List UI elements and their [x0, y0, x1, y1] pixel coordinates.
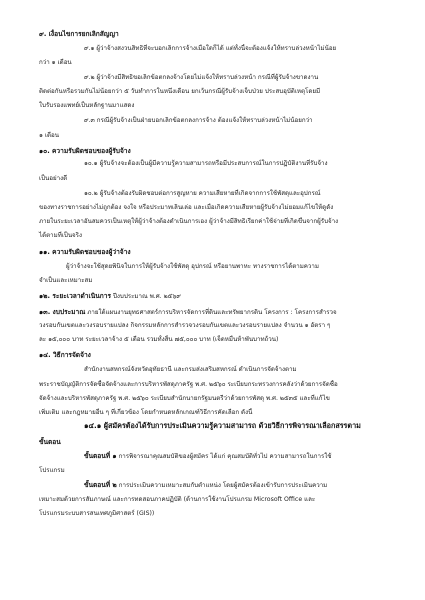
section-10-2-line-3: ภายในระยะเวลาอันสมควรเป็นเหตุให้ผู้ว่าจ้างต้องดำเนินการเอง ผู้ว่าจ้างมีสิทธิเรียกค่าใช้จ่ายที่เกิดขึ้นจากผู้รับจ้าง: [39, 218, 339, 225]
step-1-continuation: โปรแกรม: [39, 467, 65, 474]
section-9-3-line-1: ๙.๓ กรณีผู้รับจ้างเป็นฝ่ายบอกเลิกข้อตกลงการจ้าง ต้องแจ้งให้ทราบล่วงหน้าไม่น้อยกว่า: [84, 117, 313, 124]
step-2-line-2: เหมาะสมด้วยการสัมภาษณ์ และการทดสอบภาคปฏิบัติ (ด้านการใช้งานโปรแกรม Microsoft Office และ: [39, 496, 316, 503]
section-10-2-line-2: ของทางราชการอย่างไม่ถูกต้อง จงใจ หรือประมาทเลินเล่อ และเมื่อเกิดความเสียหายผู้รับจ้างไม่ยอมแก้ไขให้ดูดัง: [39, 204, 334, 211]
section-11-line-2: จำเป็นและเหมาะสม: [39, 277, 93, 284]
step-1-text: การพิจารณาคุณสมบัติของผู้สมัคร ได้แก่ คุณสมบัติทั่วไป ความสามารถในการใช้: [118, 453, 332, 460]
section-13-heading: ๑๓. งบประมาณ: [39, 308, 86, 316]
subsection-14-1-heading: ๑๔.๑ ผู้สมัครต้องได้รับการประเมินความรู้ความสามารถ ด้วยวิธีการพิจารณาเลือกสรรตาม: [84, 421, 361, 430]
section-12: [0, 291, 425, 301]
section-9-1-line-1: ๙.๑ ผู้ว่าจ้างสงวนสิทธิที่จะบอกเลิกการจ้างเมื่อใดก็ได้ แต่ทั้งนี้จะต้องแจ้งให้ทราบล่วงหน้าไม่น้อย: [84, 45, 337, 52]
section-14-line-4: เพิ่มเติม และกฎหมายอื่น ๆ ที่เกี่ยวข้อง โดยกำหนดหลักเกณฑ์วิธีการคัดเลือก ดังนี้: [39, 409, 253, 416]
steps-label: ขั้นตอน: [39, 438, 61, 446]
section-14-heading: ๑๔. วิธีการจัดจ้าง: [39, 351, 91, 359]
step-2-line-3: โปรแกรมระบบสารสนเทศภูมิศาสตร์ (GIS)): [39, 510, 155, 517]
section-9-2-line-1: ๙.๒ ผู้ว่าจ้างมีสิทธิขอเลิกข้อตกลงจ้างโดยไม่แจ้งให้ทราบล่วงหน้า กรณีที่ผู้รับจ้างขาดงาน: [84, 74, 319, 81]
section-10-2-line-4: ได้ตามที่เป็นจริง: [39, 232, 83, 239]
section-9-heading: ๙. เงื่อนไขการยกเลิกสัญญา: [39, 30, 119, 38]
section-10-1-line-2: เป็นอย่างดี: [39, 175, 68, 182]
section-10-1-line-1: ๑๐.๑ ผู้รับจ้างจะต้องเป็นผู้มีความรู้ความสามารถหรือมีประสบการณ์ในการปฏิบัติงานที่รับจ้าง: [84, 160, 328, 167]
section-13-line-2: วงรอบกันเขตและวงรอบรายแปลง กิจกรรมหลักการสำรวจวงรอบกันเขตและวงรอบรายแปลง จำนวน ๑ อัตรา ๆ: [39, 322, 331, 329]
section-14-line-1: สำนักงานสหกรณ์จังหวัดอุทัยธานี และกรมส่งเสริมสหกรณ์ ดำเนินการจัดจ้างตาม: [84, 366, 297, 373]
section-10-heading: ๑๐. ความรับผิดชอบของผู้รับจ้าง: [39, 147, 131, 155]
section-14-line-3: จัดจ้างและบริหารพัสดุภาครัฐ พ.ศ. ๒๕๖๐ ระเบียบสำนักนายกรัฐมนตรีว่าด้วยการพัสดุ พ.ศ. ๒๕๓๕ และที่แก้ไข: [39, 395, 330, 402]
step-2-label: ขั้นตอนที่ ๒: [84, 481, 117, 489]
section-10-2-line-1: ๑๐.๒ ผู้รับจ้างต้องรับผิดชอบต่อการสูญหาย ความเสียหายที่เกิดจากการใช้พัสดุและอุปกรณ์: [84, 190, 321, 197]
section-9-2-line-3: ใบรับรองแพทย์เป็นหลักฐานมาแสดง: [39, 102, 135, 109]
section-13-line-3: ละ ๑๕,๐๐๐ บาท ระยะเวลาจ้าง ๕ เดือน รวมทั้งสิ้น ๗๕,๐๐๐ บาท (เจ็ดหมื่นห้าพันบาทถ้วน): [39, 336, 279, 343]
section-13-line-1: [0, 307, 425, 317]
section-11-line-1: ผู้ว่าจ้างจะใช้สุดยพินิจในการให้ผู้รับจ้างใช้พัสดุ อุปกรณ์ หรือยานพาหะ ทางราชการได้ตามความ: [66, 263, 319, 270]
section-13-text-1: ภายใต้แผนงานยุทธศาสตร์การบริหารจัดการที่ดินและทรัพยากรดิน โครงการ : โครงการสำรวจ: [87, 309, 337, 316]
step-2-text: การประเมินความเหมาะสมกับตำแหน่ง โดยผู้สมัครต้องเข้ารับการประเมินความ: [118, 482, 328, 489]
section-11-heading: ๑๑. ความรับผิดชอบของผู้ว่าจ้าง: [39, 248, 131, 256]
step-1-label: ขั้นตอนที่ ๑: [84, 452, 117, 460]
step-1-line: [0, 451, 425, 461]
section-12-text: ปีงบประมาณ พ.ศ. ๒๕๖๙: [112, 293, 181, 300]
step-2-line-1: [0, 480, 425, 490]
section-12-heading: ๑๒. ระยะเวลาดำเนินการ: [39, 292, 112, 300]
section-9-1-line-2: กว่า ๑ เดือน: [39, 59, 72, 66]
section-14-line-2: พระราชบัญญัติการจัดซื้อจัดจ้างและการบริหารพัสดุภาครัฐ พ.ศ. ๒๕๖๐ ระเบียบกระทรวงการคลังว่าด้วยการจัดซื้อ: [39, 381, 338, 388]
section-9-2-line-2: ติดต่อกันหรือรวมกันไม่น้อยกว่า ๕ วันทำการในหนึ่งเดือน ยกเว้นกรณีผู้รับจ้างเจ็บป่วย ประสบอุบัติเหตุโดยมี: [39, 88, 321, 95]
section-9-3-line-2: ๑ เดือน: [39, 132, 59, 139]
